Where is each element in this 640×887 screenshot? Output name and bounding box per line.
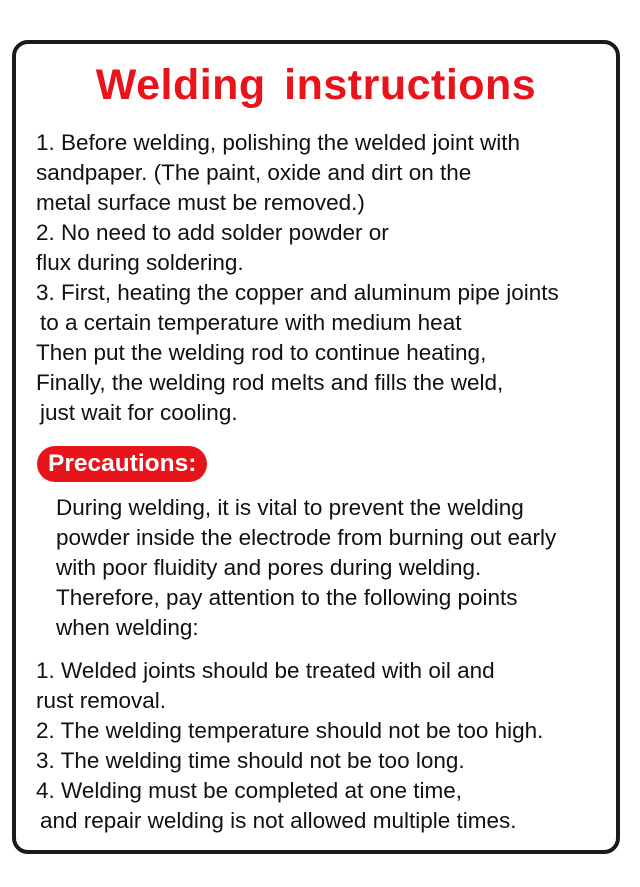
precaution-point: 4. Welding must be completed at one time, <box>36 778 463 803</box>
instruction-line: sandpaper. (The paint, oxide and dirt on the <box>36 160 472 185</box>
instruction-line: Then put the welding rod to continue heating, <box>36 340 487 365</box>
page-title: Welding instructions <box>95 61 537 109</box>
precaution-point: rust removal. <box>36 688 167 713</box>
precaution-point: 1. Welded joints should be treated with oil and <box>36 658 495 683</box>
instruction-line: 2. No need to add solder powder or <box>36 220 389 245</box>
precaution-point: 2. The welding temperature should not be too high. <box>36 718 544 743</box>
precaution-intro-line: During welding, it is vital to prevent the welding <box>56 495 524 520</box>
precaution-point: and repair welding is not allowed multiple times. <box>40 808 517 833</box>
precautions-badge: Precautions: <box>37 446 207 482</box>
precaution-intro-line: with poor fluidity and pores during welding. <box>56 555 482 580</box>
instruction-line: just wait for cooling. <box>40 400 238 425</box>
instruction-line: 3. First, heating the copper and aluminum pipe joints <box>36 280 559 305</box>
instruction-line: 1. Before welding, polishing the welded joint with <box>36 130 521 155</box>
precaution-intro-line: when welding: <box>56 615 199 640</box>
instruction-line: flux during soldering. <box>36 250 244 275</box>
instructions-card <box>12 40 620 854</box>
precaution-intro-line: powder inside the electrode from burning out early <box>56 525 557 550</box>
instruction-line: Finally, the welding rod melts and fills the weld, <box>36 370 504 395</box>
instruction-line: to a certain temperature with medium heat <box>40 310 462 335</box>
instruction-line: metal surface must be removed.) <box>36 190 365 215</box>
precaution-point: 3. The welding time should not be too long. <box>36 748 465 773</box>
precaution-intro-line: Therefore, pay attention to the following points <box>56 585 518 610</box>
